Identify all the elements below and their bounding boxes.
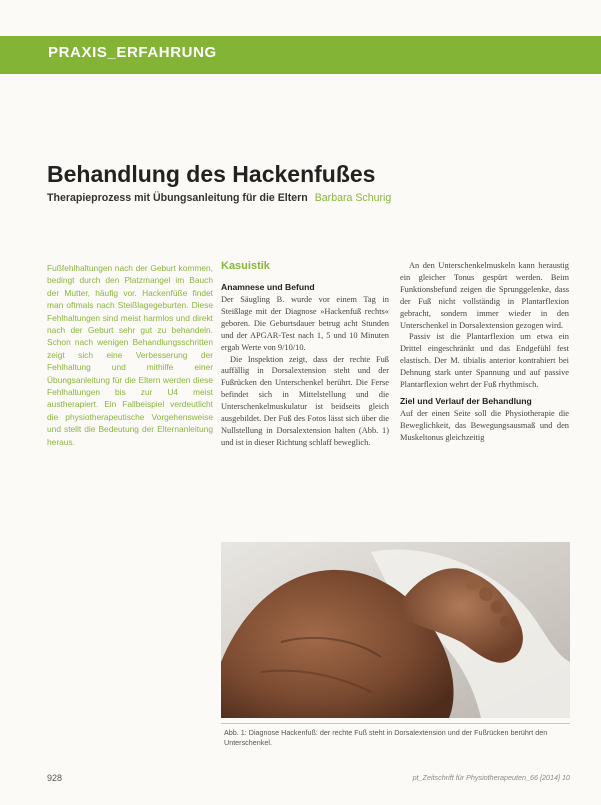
section-header-band	[0, 36, 601, 74]
body-paragraph: Die Inspektion zeigt, dass der rechte Fuß auffällig in Dorsalextension steht und der Fußrücken den Unterschenkel berührt. Die Ferse befindet sich in Mittelstellung und die Unterschenkelmuskulatur ist beidseits gleich ausgebildet. Der Fuß des Fotos lässt sich über die Nullstellung in Dorsalextension halten (Abb. 1) und ist in dieser Richtung schlaff beweglich.	[221, 354, 389, 447]
case-column	[221, 260, 389, 449]
body-paragraph: Auf der einen Seite soll die Physiotherapie die Beweglichkeit, das Bewegungsausmaß und den Muskeltonus gleichzeitig	[400, 408, 569, 442]
caption-divider	[221, 723, 570, 724]
article-title: Behandlung des Hackenfußes	[47, 161, 376, 187]
author-name: Barbara Schurig	[314, 192, 392, 204]
body-paragraph: Passiv ist die Plantarflexion um etwa ein Drittel eingeschränkt und das Endgefühl fest elastisch. Der M. tibialis anterior kontrahiert bei Dehnung stark unter Spannung und auf passive Plantarflexion wehrt der Fuß rhythmisch.	[400, 332, 569, 390]
article-subtitle	[47, 192, 391, 204]
body-paragraph: Der Säugling B. wurde vor einem Tag in Steißlage mit der Diagnose »Hackenfuß rechts« geboren. Die Geburtsdauer betrug acht Stunden und der APGAR-Test nach 1, 5 und 10 Minuten ergab Werte von 9/10/10.	[221, 295, 389, 352]
page-number: 928	[47, 773, 63, 783]
lead-column	[47, 262, 213, 448]
right-column	[400, 260, 569, 444]
subheading-anamnese: Anamnese und Befund	[221, 282, 315, 292]
section-heading-kasuistik: Kasuistik	[221, 260, 270, 272]
subheading-ziel: Ziel und Verlauf der Behandlung	[400, 395, 532, 406]
photo-illustration	[221, 542, 570, 718]
figure-photo-infant-foot	[221, 542, 570, 718]
lead-paragraph: Fußfehlhaltungen nach der Geburt kommen, bedingt durch den Platzmangel im Bauch der Mutter, häufig vor. Hackenfüße findet man oftmals nach Steißlagegeburten. Diese Fehlhaltungen sind meist harmlos und direkt nach der Geburt sehr gut zu behandeln. Schon nach wenigen Behandlungsschritten zeigt sich eine Verbesserung der Fehlhaltung und mithilfe einer Übungsanleitung für die Eltern werden diese Fehlhaltungen bis zur U4 meist austherapiert. Ein Fallbeispiel verdeutlicht die physiotherapeutische Vorgehensweise und stellt die Bedeutung der Elternanleitung heraus.	[47, 263, 213, 447]
journal-reference: pt_Zeitschrift für Physiotherapeuten_66 [2014] 10	[412, 773, 570, 782]
subtitle-text: Therapieprozess mit Übungsanleitung für die Eltern	[47, 192, 308, 204]
body-paragraph: An den Unterschenkelmuskeln kann heraustig ein gleicher Tonus gespürt werden. Beim Funktionsbefund zeigen die Sprunggelenke, dass der Fuß nicht vollständig in Plantarflexion gebracht, sondern immer wieder in den Unterschenkel in Dorsalextension gezogen wird.	[400, 261, 569, 330]
figure-caption: Abb. 1: Diagnose Hackenfuß: der rechte Fuß steht in Dorsalextension und der Fußrücken berührt den Unterschenkel.	[224, 728, 548, 747]
section-label: PRAXIS_ERFAHRUNG	[48, 44, 217, 61]
